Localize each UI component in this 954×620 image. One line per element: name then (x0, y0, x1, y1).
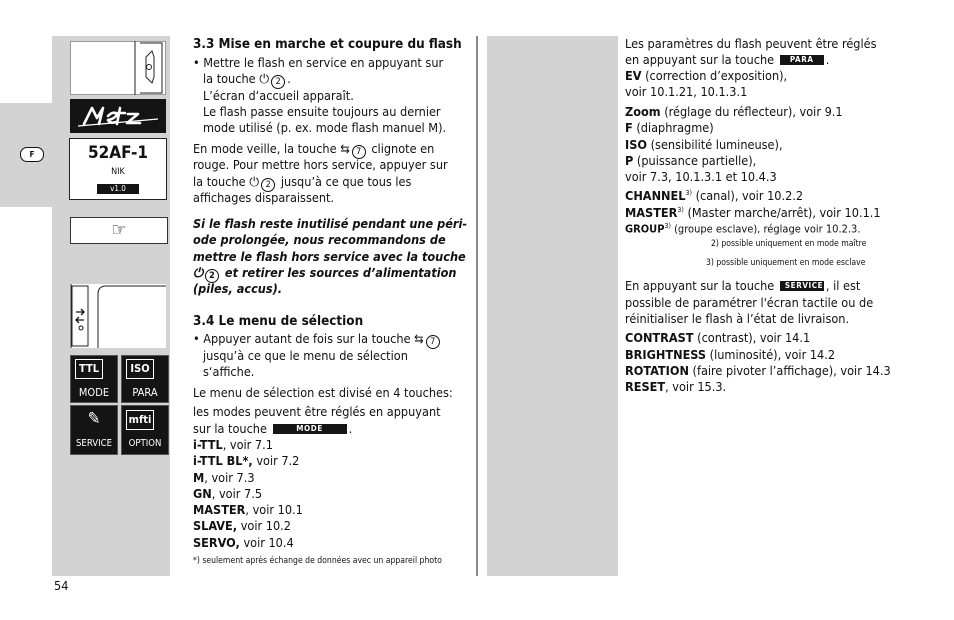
s33-warning-line3: mettre le flash hors service avec la touche (193, 249, 466, 264)
service-tile (70, 405, 118, 455)
s34-bullet-line1: • Appuyer autant de fois sur la touche ⇆ 7 (193, 331, 442, 349)
s33-bullet-line4: Le flash passe ensuite toujours au dernier (203, 104, 441, 119)
service-reset: RESET, voir 15.3. (625, 379, 727, 394)
menu-key-illustration (70, 284, 166, 348)
mode-arrows-icon: ⇆ (414, 331, 424, 346)
s34-para-line2: les modes peuvent être réglés en appuyant (193, 404, 441, 419)
metz-logo-svg (70, 99, 166, 133)
iso-icon: ISO (126, 359, 154, 379)
service-contrast: CONTRAST (contrast), voir 14.1 (625, 330, 811, 345)
flash-head-svg (70, 41, 166, 95)
right-line1: Les paramètres du flash peuvent être réglés (625, 36, 877, 51)
display-model: 52AF-1 (88, 143, 149, 163)
param-master: MASTER$^{3)}$ (Master marche/arrêt), voir 10.1.1 (625, 205, 881, 221)
key-number-2: 2 (205, 269, 219, 283)
key-number-2: 2 (271, 75, 285, 89)
s33-para-line3: la touche ⏻ 2 jusqu’à ce que tous les (193, 174, 412, 190)
param-ev: EV (correction d’exposition), (625, 68, 788, 83)
display-version: v1.0 (97, 184, 139, 194)
service-line3: réinitialiser le flash à l’état de livraison. (625, 311, 850, 326)
display-sub: NIK (111, 167, 125, 177)
right-line2: en appuyant sur la touche PARA . (625, 52, 830, 67)
service-brightness: BRIGHTNESS (luminosité), voir 14.2 (625, 347, 836, 362)
s33-warning-line5: (piles, accus). (193, 281, 283, 296)
key-number-7: 7 (426, 335, 440, 349)
key-number-2: 2 (261, 178, 275, 192)
s33-para-line1: En mode veille, la touche ⇆ 7 clignote en (193, 141, 435, 157)
s33-bullet-line2: la touche ⏻ 2 . (203, 71, 291, 87)
s33-warning-line4: ⏻ 2 et retirer les sources d’alimentation (193, 265, 457, 281)
para-key: PARA (780, 55, 824, 65)
section-3-4-title: 3.4 Le menu de sélection (193, 314, 364, 329)
s33-warning-line1: Si le flash reste inutilisé pendant une péri- (193, 216, 468, 231)
iso-tile-label: PARA (132, 386, 158, 399)
footnote-3: 3) possible uniquement en mode esclave (706, 258, 866, 268)
page-number: 54 (54, 578, 69, 593)
s33-para-line2: rouge. Pour mettre hors service, appuyer sur (193, 157, 448, 172)
option-tile-label: OPTION (128, 438, 162, 449)
column-divider (476, 36, 478, 576)
service-line2: possible de paramétrer l'écran tactile ou de (625, 295, 874, 310)
mode-item: SERVO, voir 10.4 (193, 535, 294, 550)
param-iso: ISO (sensibilité lumineuse), (625, 137, 783, 152)
language-badge: F (20, 147, 44, 162)
service-tile-label: SERVICE (76, 438, 112, 449)
mode-item: MASTER, voir 10.1 (193, 502, 303, 517)
mode-item: i-TTL, voir 7.1 (193, 437, 273, 452)
note-hand-icon: ☞ (70, 217, 168, 244)
mode-item: GN, voir 7.5 (193, 486, 263, 501)
iso-para-tile (121, 355, 169, 403)
mode-arrows-icon: ⇆ (340, 141, 350, 156)
display-screen (69, 138, 167, 200)
ttl-icon: TTL (75, 359, 103, 379)
right-image-column (487, 36, 618, 576)
metz-logo (70, 99, 166, 133)
footnote-2: 2) possible uniquement en mode maître (711, 239, 867, 249)
param-group: GROUP$^{3)}$ (groupe esclave), réglage voir 10.2.3. (625, 222, 861, 236)
s34-bullet-line2: jusqu’à ce que le menu de sélection (203, 348, 408, 363)
service-rotation: ROTATION (faire pivoter l’affichage), voir 14.3 (625, 363, 891, 378)
param-channel: CHANNEL$^{3)}$ (canal), voir 10.2.2 (625, 188, 804, 204)
ttl-mode-tile (70, 355, 118, 403)
mode-item: i-TTL BL*, voir 7.2 (193, 453, 300, 468)
ttl-tile-label: MODE (78, 386, 110, 399)
menu-key-svg (70, 284, 166, 348)
section-3-3-title: 3.3 Mise en marche et coupure du flash (193, 37, 462, 52)
mode-item: M, voir 7.3 (193, 470, 255, 485)
param-p: P (puissance partielle), (625, 153, 757, 168)
s34-para-line1: Le menu de sélection est divisé en 4 touches: (193, 385, 453, 400)
s34-bullet-line3: s‘affiche. (203, 364, 255, 379)
mode-key: MODE (273, 424, 347, 434)
key-number-7: 7 (352, 145, 366, 159)
power-icon: ⏻ (259, 71, 270, 86)
option-tile (121, 405, 169, 455)
mode-item: SLAVE, voir 10.2 (193, 518, 291, 533)
power-icon: ⏻ (249, 174, 260, 189)
flash-head-illustration (70, 41, 166, 95)
s33-bullet-line1: • Mettre le flash en service en appuyant sur (193, 55, 444, 70)
s34-footnote: *) seulement après échange de données avec un appareil photo (193, 556, 442, 566)
wrench-icon: ✎ (87, 409, 101, 429)
s34-para-line3: sur la touche MODE . (193, 421, 353, 436)
param-p-ref: voir 7.3, 10.1.3.1 et 10.4.3 (625, 169, 777, 184)
s33-para-line4: affichages disparaissent. (193, 190, 335, 205)
service-line1: En appuyant sur la touche SERVICE , il est (625, 278, 861, 293)
param-ev-ref: voir 10.1.21, 10.1.3.1 (625, 84, 748, 99)
option-icon: mfti (126, 410, 154, 430)
param-zoom: Zoom (réglage du réflecteur), voir 9.1 (625, 104, 843, 119)
s33-bullet-line3: L’écran d‘accueil apparaît. (203, 88, 354, 103)
s33-warning-line2: ode prolongée, nous recommandons de (193, 232, 446, 247)
s33-bullet-line5: mode utilisé (p. ex. mode flash manuel M). (203, 120, 447, 135)
param-f: F (diaphragme) (625, 120, 714, 135)
service-key: SERVICE (780, 281, 824, 291)
power-icon: ⏻ (193, 265, 203, 280)
